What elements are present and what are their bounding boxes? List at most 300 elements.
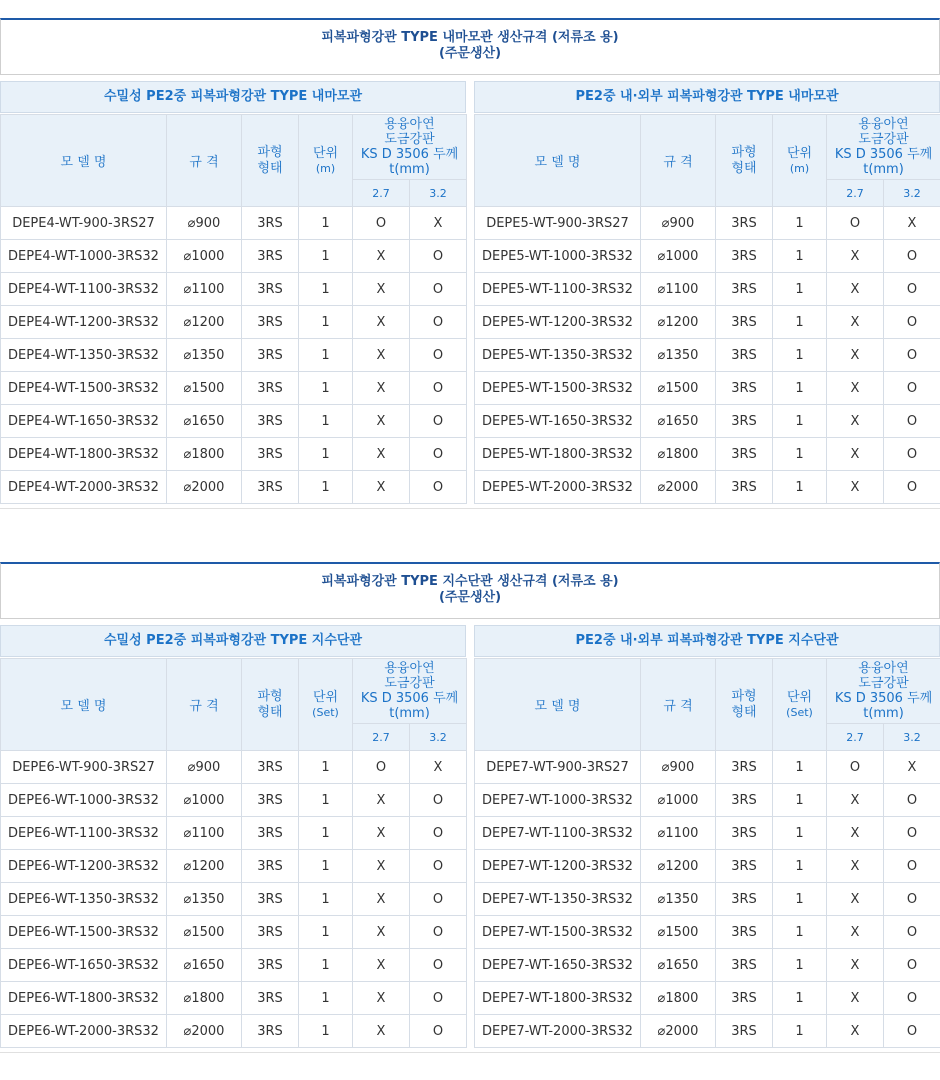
cell-spec: ⌀1650 <box>167 405 242 438</box>
cell-thickness-32: O <box>410 471 467 504</box>
cell-spec: ⌀1350 <box>167 883 242 916</box>
cell-thickness-32: O <box>884 883 940 916</box>
cell-unit: 1 <box>773 817 827 850</box>
cell-unit: 1 <box>773 883 827 916</box>
cell-unit: 1 <box>773 784 827 817</box>
cell-model: DEPE6-WT-1500-3RS32 <box>1 916 167 949</box>
cell-thickness-32: O <box>410 916 467 949</box>
column-header-thickness-32: 3.2 <box>884 180 940 207</box>
cell-spec: ⌀1800 <box>641 438 716 471</box>
cell-thickness-27: X <box>827 372 884 405</box>
cell-shape: 3RS <box>242 471 299 504</box>
cell-unit: 1 <box>773 1015 827 1048</box>
cell-unit: 1 <box>773 471 827 504</box>
table-subtitle: 수밀성 PE2중 피복파형강관 TYPE 내마모관 <box>0 81 466 113</box>
cell-thickness-27: X <box>827 982 884 1015</box>
cell-model: DEPE7-WT-1100-3RS32 <box>475 817 641 850</box>
column-header-unit-sub: (m) <box>315 161 336 175</box>
table-row <box>1 438 467 471</box>
cell-model: DEPE6-WT-1800-3RS32 <box>1 982 167 1015</box>
cell-spec: ⌀1650 <box>641 405 716 438</box>
cell-unit: 1 <box>773 372 827 405</box>
cell-thickness-32: O <box>410 1015 467 1048</box>
cell-spec: ⌀2000 <box>167 1015 242 1048</box>
cell-spec: ⌀1000 <box>167 240 242 273</box>
section-divider <box>0 1052 940 1057</box>
table-row <box>1 471 467 504</box>
table-row <box>475 372 940 405</box>
cell-shape: 3RS <box>716 784 773 817</box>
cell-model: DEPE7-WT-1500-3RS32 <box>475 916 641 949</box>
cell-thickness-32: O <box>410 405 467 438</box>
cell-shape: 3RS <box>716 817 773 850</box>
cell-spec: ⌀1800 <box>167 438 242 471</box>
column-header-shape: 파형 형태 <box>242 115 299 207</box>
cell-model: DEPE4-WT-900-3RS27 <box>1 207 167 240</box>
section-title-note: (주문생산) <box>438 590 502 605</box>
column-header-steel: 용융아연 도금강판 KS D 3506 두께 t(mm) <box>353 659 467 724</box>
cell-spec: ⌀1200 <box>167 306 242 339</box>
cell-spec: ⌀900 <box>641 207 716 240</box>
cell-model: DEPE6-WT-2000-3RS32 <box>1 1015 167 1048</box>
cell-spec: ⌀1000 <box>641 240 716 273</box>
cell-thickness-32: O <box>884 306 940 339</box>
cell-spec: ⌀1200 <box>641 850 716 883</box>
table-row <box>475 471 940 504</box>
table-row <box>475 207 940 240</box>
table-row <box>475 273 940 306</box>
cell-spec: ⌀1200 <box>641 306 716 339</box>
cell-thickness-27: O <box>353 751 410 784</box>
cell-unit: 1 <box>299 306 353 339</box>
column-header-model: 모 델 명 <box>1 115 167 207</box>
cell-thickness-32: O <box>884 982 940 1015</box>
cell-thickness-27: X <box>353 339 410 372</box>
cell-thickness-27: O <box>827 207 884 240</box>
cell-spec: ⌀1500 <box>167 372 242 405</box>
cell-shape: 3RS <box>242 850 299 883</box>
cell-model: DEPE5-WT-1500-3RS32 <box>475 372 641 405</box>
column-header-model: 모 델 명 <box>475 659 641 751</box>
table-subtitle: PE2중 내·외부 피복파형강관 TYPE 내마모관 <box>474 81 940 113</box>
cell-thickness-32: O <box>410 306 467 339</box>
spec-table <box>0 658 467 1048</box>
cell-thickness-32: X <box>884 751 940 784</box>
cell-shape: 3RS <box>242 240 299 273</box>
table-row <box>1 949 467 982</box>
cell-spec: ⌀1000 <box>641 784 716 817</box>
cell-model: DEPE5-WT-2000-3RS32 <box>475 471 641 504</box>
table-row <box>475 817 940 850</box>
column-header-unit: 단위 (m) <box>773 115 827 207</box>
spec-table <box>474 658 940 1048</box>
cell-thickness-27: X <box>353 817 410 850</box>
cell-shape: 3RS <box>716 306 773 339</box>
cell-thickness-32: O <box>884 784 940 817</box>
cell-model: DEPE4-WT-1350-3RS32 <box>1 339 167 372</box>
cell-unit: 1 <box>773 751 827 784</box>
table-row <box>1 784 467 817</box>
cell-shape: 3RS <box>716 438 773 471</box>
cell-thickness-32: O <box>884 273 940 306</box>
cell-thickness-27: O <box>827 751 884 784</box>
cell-model: DEPE7-WT-900-3RS27 <box>475 751 641 784</box>
cell-unit: 1 <box>299 273 353 306</box>
cell-shape: 3RS <box>242 784 299 817</box>
cell-shape: 3RS <box>242 372 299 405</box>
spec-table <box>474 114 940 504</box>
cell-spec: ⌀1650 <box>641 949 716 982</box>
table-row <box>475 438 940 471</box>
cell-unit: 1 <box>773 306 827 339</box>
cell-thickness-27: X <box>827 306 884 339</box>
cell-spec: ⌀1350 <box>641 339 716 372</box>
section-title-line: 피복파형강관 TYPE 지수단관 생산규격 (저류조 용) <box>321 574 619 589</box>
cell-shape: 3RS <box>242 982 299 1015</box>
column-header-steel: 용융아연 도금강판 KS D 3506 두께 t(mm) <box>827 659 940 724</box>
cell-thickness-27: X <box>827 883 884 916</box>
cell-thickness-32: O <box>884 817 940 850</box>
cell-thickness-27: X <box>353 1015 410 1048</box>
cell-shape: 3RS <box>716 471 773 504</box>
table-row <box>1 1015 467 1048</box>
cell-shape: 3RS <box>716 751 773 784</box>
column-header-shape: 파형 형태 <box>242 659 299 751</box>
cell-thickness-32: O <box>884 240 940 273</box>
cell-thickness-27: X <box>827 405 884 438</box>
cell-thickness-32: O <box>410 438 467 471</box>
column-header-shape: 파형 형태 <box>716 659 773 751</box>
cell-unit: 1 <box>299 949 353 982</box>
cell-shape: 3RS <box>242 949 299 982</box>
table-row <box>475 240 940 273</box>
cell-shape: 3RS <box>716 207 773 240</box>
cell-model: DEPE5-WT-1100-3RS32 <box>475 273 641 306</box>
cell-model: DEPE7-WT-1800-3RS32 <box>475 982 641 1015</box>
table-row <box>1 982 467 1015</box>
column-header-thickness-32: 3.2 <box>884 724 940 751</box>
cell-spec: ⌀1500 <box>167 916 242 949</box>
column-header-unit: 단위 (Set) <box>773 659 827 751</box>
cell-model: DEPE6-WT-900-3RS27 <box>1 751 167 784</box>
section-title <box>0 18 940 75</box>
cell-unit: 1 <box>299 372 353 405</box>
table-row <box>475 850 940 883</box>
column-header-spec: 규 격 <box>641 659 716 751</box>
cell-shape: 3RS <box>716 339 773 372</box>
cell-spec: ⌀1800 <box>167 982 242 1015</box>
cell-unit: 1 <box>773 982 827 1015</box>
cell-model: DEPE5-WT-1650-3RS32 <box>475 405 641 438</box>
table-row <box>475 982 940 1015</box>
cell-thickness-27: X <box>353 916 410 949</box>
cell-thickness-32: O <box>410 372 467 405</box>
cell-shape: 3RS <box>242 339 299 372</box>
section-title <box>0 562 940 619</box>
cell-model: DEPE6-WT-1100-3RS32 <box>1 817 167 850</box>
cell-thickness-32: O <box>410 817 467 850</box>
cell-thickness-32: O <box>884 949 940 982</box>
cell-thickness-27: X <box>827 1015 884 1048</box>
cell-unit: 1 <box>299 817 353 850</box>
cell-unit: 1 <box>299 784 353 817</box>
cell-thickness-27: X <box>353 883 410 916</box>
cell-model: DEPE4-WT-1000-3RS32 <box>1 240 167 273</box>
table-row <box>475 306 940 339</box>
cell-spec: ⌀900 <box>167 751 242 784</box>
table-row <box>475 784 940 817</box>
column-header-unit-sub: (Set) <box>312 705 339 719</box>
cell-shape: 3RS <box>242 1015 299 1048</box>
cell-shape: 3RS <box>716 405 773 438</box>
cell-model: DEPE6-WT-1200-3RS32 <box>1 850 167 883</box>
cell-thickness-27: X <box>353 982 410 1015</box>
table-row <box>475 949 940 982</box>
cell-thickness-32: O <box>410 982 467 1015</box>
cell-thickness-32: O <box>884 916 940 949</box>
table-row <box>1 372 467 405</box>
cell-model: DEPE4-WT-1650-3RS32 <box>1 405 167 438</box>
table-subtitle: 수밀성 PE2중 피복파형강관 TYPE 지수단관 <box>0 625 466 657</box>
column-header-thickness-27: 2.7 <box>353 180 410 207</box>
cell-thickness-32: O <box>410 784 467 817</box>
cell-unit: 1 <box>299 405 353 438</box>
cell-spec: ⌀900 <box>167 207 242 240</box>
cell-shape: 3RS <box>716 372 773 405</box>
cell-unit: 1 <box>299 471 353 504</box>
cell-spec: ⌀1800 <box>641 982 716 1015</box>
table-row <box>1 339 467 372</box>
table-row <box>1 405 467 438</box>
cell-model: DEPE5-WT-1350-3RS32 <box>475 339 641 372</box>
cell-spec: ⌀1100 <box>167 817 242 850</box>
cell-spec: ⌀1500 <box>641 916 716 949</box>
cell-thickness-32: O <box>884 850 940 883</box>
cell-model: DEPE5-WT-1200-3RS32 <box>475 306 641 339</box>
cell-model: DEPE4-WT-2000-3RS32 <box>1 471 167 504</box>
table-row <box>475 916 940 949</box>
cell-thickness-27: X <box>827 339 884 372</box>
cell-spec: ⌀1200 <box>167 850 242 883</box>
cell-model: DEPE7-WT-1650-3RS32 <box>475 949 641 982</box>
cell-model: DEPE7-WT-1200-3RS32 <box>475 850 641 883</box>
column-header-model: 모 델 명 <box>475 115 641 207</box>
cell-thickness-27: X <box>353 306 410 339</box>
cell-thickness-32: O <box>410 949 467 982</box>
cell-model: DEPE5-WT-1000-3RS32 <box>475 240 641 273</box>
cell-shape: 3RS <box>242 817 299 850</box>
cell-thickness-32: X <box>884 207 940 240</box>
cell-shape: 3RS <box>242 207 299 240</box>
cell-thickness-32: O <box>884 372 940 405</box>
cell-thickness-27: X <box>827 273 884 306</box>
table-row <box>475 751 940 784</box>
column-header-thickness-27: 2.7 <box>827 180 884 207</box>
cell-thickness-27: O <box>353 207 410 240</box>
cell-spec: ⌀2000 <box>167 471 242 504</box>
cell-unit: 1 <box>773 405 827 438</box>
table-row <box>1 883 467 916</box>
cell-shape: 3RS <box>242 916 299 949</box>
cell-unit: 1 <box>299 916 353 949</box>
cell-model: DEPE4-WT-1100-3RS32 <box>1 273 167 306</box>
cell-thickness-27: X <box>353 372 410 405</box>
cell-model: DEPE5-WT-900-3RS27 <box>475 207 641 240</box>
table-subtitle: PE2중 내·외부 피복파형강관 TYPE 지수단관 <box>474 625 940 657</box>
table-row <box>475 883 940 916</box>
column-header-shape: 파형 형태 <box>716 115 773 207</box>
cell-shape: 3RS <box>242 306 299 339</box>
cell-thickness-27: X <box>827 850 884 883</box>
cell-shape: 3RS <box>242 405 299 438</box>
cell-unit: 1 <box>299 883 353 916</box>
cell-unit: 1 <box>773 240 827 273</box>
cell-thickness-32: O <box>884 1015 940 1048</box>
cell-spec: ⌀1500 <box>641 372 716 405</box>
cell-spec: ⌀1100 <box>167 273 242 306</box>
column-header-unit-sub: (m) <box>789 161 810 175</box>
cell-thickness-27: X <box>827 949 884 982</box>
cell-thickness-32: O <box>884 471 940 504</box>
cell-thickness-32: O <box>884 405 940 438</box>
cell-unit: 1 <box>299 1015 353 1048</box>
cell-unit: 1 <box>299 982 353 1015</box>
column-header-steel: 용융아연 도금강판 KS D 3506 두께 t(mm) <box>827 115 940 180</box>
cell-thickness-27: X <box>353 405 410 438</box>
cell-unit: 1 <box>299 240 353 273</box>
column-header-thickness-32: 3.2 <box>410 180 467 207</box>
cell-shape: 3RS <box>716 949 773 982</box>
cell-thickness-32: X <box>410 207 467 240</box>
cell-thickness-32: O <box>884 339 940 372</box>
column-header-unit-sub: (Set) <box>786 705 813 719</box>
cell-model: DEPE6-WT-1350-3RS32 <box>1 883 167 916</box>
cell-thickness-32: O <box>410 273 467 306</box>
cell-shape: 3RS <box>716 850 773 883</box>
cell-model: DEPE6-WT-1000-3RS32 <box>1 784 167 817</box>
cell-spec: ⌀900 <box>641 751 716 784</box>
cell-unit: 1 <box>773 438 827 471</box>
table-row <box>1 306 467 339</box>
section-divider <box>0 508 940 513</box>
cell-shape: 3RS <box>716 1015 773 1048</box>
cell-model: DEPE4-WT-1500-3RS32 <box>1 372 167 405</box>
cell-thickness-32: X <box>410 751 467 784</box>
cell-model: DEPE4-WT-1200-3RS32 <box>1 306 167 339</box>
section-title-note: (주문생산) <box>438 46 502 61</box>
column-header-steel: 용융아연 도금강판 KS D 3506 두께 t(mm) <box>353 115 467 180</box>
cell-shape: 3RS <box>716 273 773 306</box>
table-row <box>1 240 467 273</box>
cell-unit: 1 <box>299 751 353 784</box>
column-header-model: 모 델 명 <box>1 659 167 751</box>
cell-model: DEPE5-WT-1800-3RS32 <box>475 438 641 471</box>
cell-spec: ⌀2000 <box>641 471 716 504</box>
cell-spec: ⌀1100 <box>641 273 716 306</box>
cell-thickness-27: X <box>353 949 410 982</box>
cell-thickness-27: X <box>353 471 410 504</box>
spec-table <box>0 114 467 504</box>
cell-shape: 3RS <box>716 240 773 273</box>
cell-shape: 3RS <box>242 883 299 916</box>
cell-spec: ⌀1650 <box>167 949 242 982</box>
cell-unit: 1 <box>299 438 353 471</box>
column-header-unit: 단위 (m) <box>299 115 353 207</box>
cell-model: DEPE7-WT-2000-3RS32 <box>475 1015 641 1048</box>
cell-unit: 1 <box>299 339 353 372</box>
cell-spec: ⌀1350 <box>167 339 242 372</box>
cell-shape: 3RS <box>242 438 299 471</box>
table-row <box>475 405 940 438</box>
cell-thickness-27: X <box>827 438 884 471</box>
cell-model: DEPE6-WT-1650-3RS32 <box>1 949 167 982</box>
column-header-spec: 규 격 <box>641 115 716 207</box>
section-title-line: 피복파형강관 TYPE 내마모관 생산규격 (저류조 용) <box>321 30 619 45</box>
cell-thickness-27: X <box>827 240 884 273</box>
cell-model: DEPE7-WT-1350-3RS32 <box>475 883 641 916</box>
column-header-unit: 단위 (Set) <box>299 659 353 751</box>
cell-unit: 1 <box>299 207 353 240</box>
table-row <box>1 850 467 883</box>
cell-thickness-27: X <box>353 850 410 883</box>
cell-thickness-32: O <box>410 240 467 273</box>
cell-unit: 1 <box>773 339 827 372</box>
cell-model: DEPE7-WT-1000-3RS32 <box>475 784 641 817</box>
table-row <box>1 817 467 850</box>
cell-thickness-32: O <box>410 883 467 916</box>
cell-unit: 1 <box>773 916 827 949</box>
cell-spec: ⌀1350 <box>641 883 716 916</box>
cell-shape: 3RS <box>716 883 773 916</box>
column-header-spec: 규 격 <box>167 659 242 751</box>
cell-thickness-27: X <box>353 438 410 471</box>
column-header-thickness-27: 2.7 <box>827 724 884 751</box>
cell-unit: 1 <box>299 850 353 883</box>
cell-shape: 3RS <box>716 916 773 949</box>
cell-thickness-27: X <box>353 240 410 273</box>
cell-unit: 1 <box>773 273 827 306</box>
cell-thickness-27: X <box>353 273 410 306</box>
table-row <box>1 916 467 949</box>
table-row <box>1 273 467 306</box>
cell-unit: 1 <box>773 850 827 883</box>
cell-unit: 1 <box>773 949 827 982</box>
cell-thickness-27: X <box>827 471 884 504</box>
cell-shape: 3RS <box>242 273 299 306</box>
cell-spec: ⌀1100 <box>641 817 716 850</box>
column-header-spec: 규 격 <box>167 115 242 207</box>
table-row <box>1 751 467 784</box>
cell-spec: ⌀1000 <box>167 784 242 817</box>
table-row <box>475 339 940 372</box>
cell-shape: 3RS <box>716 982 773 1015</box>
column-header-thickness-27: 2.7 <box>353 724 410 751</box>
cell-thickness-32: O <box>410 339 467 372</box>
column-header-thickness-32: 3.2 <box>410 724 467 751</box>
table-row <box>1 207 467 240</box>
cell-model: DEPE4-WT-1800-3RS32 <box>1 438 167 471</box>
cell-thickness-27: X <box>827 784 884 817</box>
cell-thickness-32: O <box>884 438 940 471</box>
cell-thickness-27: X <box>353 784 410 817</box>
cell-shape: 3RS <box>242 751 299 784</box>
cell-thickness-32: O <box>410 850 467 883</box>
cell-thickness-27: X <box>827 817 884 850</box>
cell-unit: 1 <box>773 207 827 240</box>
table-row <box>475 1015 940 1048</box>
cell-spec: ⌀2000 <box>641 1015 716 1048</box>
cell-thickness-27: X <box>827 916 884 949</box>
